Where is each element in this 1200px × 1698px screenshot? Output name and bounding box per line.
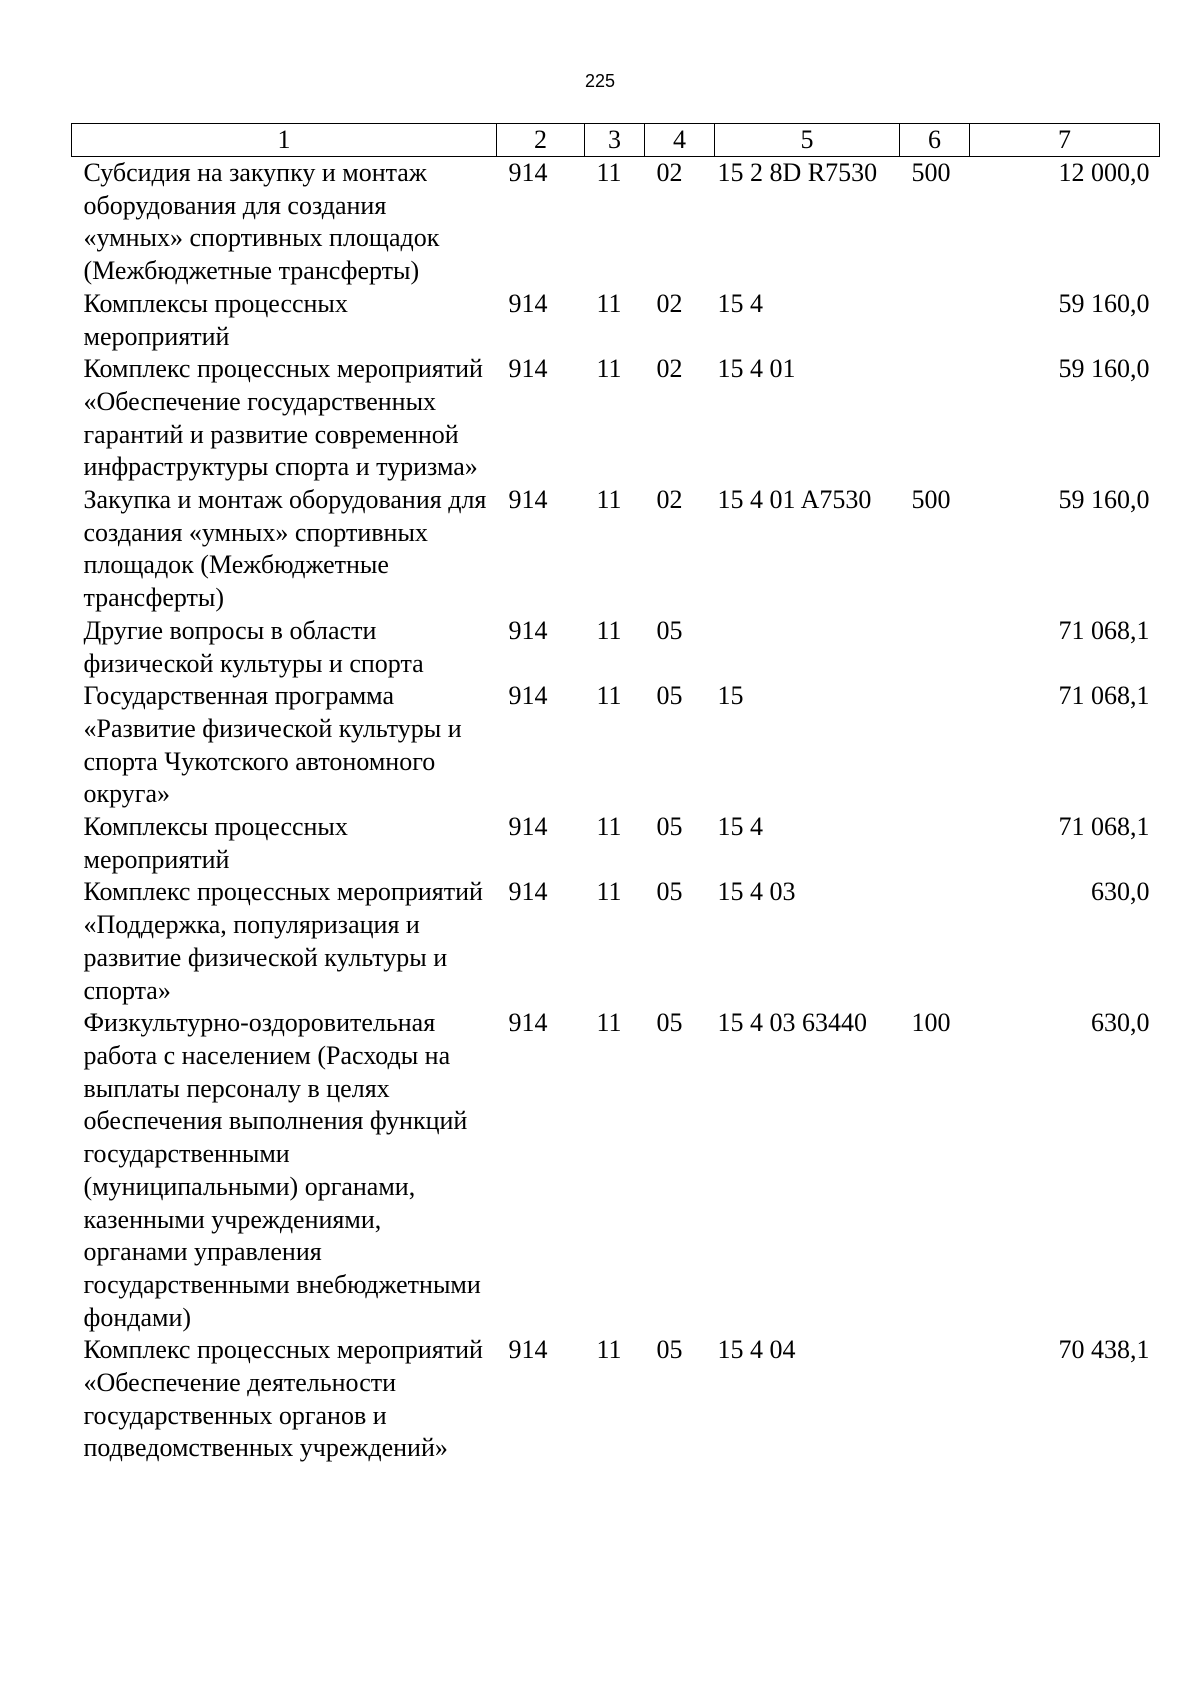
row-name: Закупка и монтаж оборудования для создания «умных» спортивных площадок (Межбюджетные трансферты) [83,485,487,613]
table-row [72,353,1160,484]
admin-code: 914 [508,354,548,384]
column-header: 6 [900,124,970,157]
section-code: 11 [596,1008,622,1038]
section-code: 11 [596,158,622,187]
target-article-code [715,615,900,680]
row-name: Комплексы процессных мероприятий [83,288,348,351]
subsection-code: 02 [656,158,683,187]
row-name: Государственная программа «Развитие физической культуры и спорта Чукотского автономного округа» [83,681,462,809]
expense-type-code: 500 [911,485,951,515]
subsection-code: 02 [656,354,683,384]
row-name: Комплекс процессных мероприятий «Поддержка, популяризация и развитие физической культуры и спорта» [83,877,483,1005]
admin-code: 914 [508,1335,548,1365]
section-code: 11 [596,288,622,318]
table-row [72,876,1160,1007]
row-name: Комплексы процессных мероприятий [83,812,348,874]
expense-type-code: 100 [911,1008,951,1038]
amount: 59 160,0 [1058,354,1150,384]
amount: 71 068,1 [1058,812,1150,842]
admin-code: 914 [508,812,548,842]
table-row [72,157,1160,288]
table-row [72,680,1160,811]
section-code: 11 [596,877,622,907]
section-code: 11 [596,615,622,645]
subsection-code: 05 [656,1008,683,1038]
subsection-code: 02 [656,485,683,515]
amount: 59 160,0 [1058,485,1150,515]
table-row [72,811,1160,876]
admin-code: 914 [508,681,548,711]
admin-code: 914 [508,158,548,187]
expense-type-code [900,353,970,484]
row-name: Субсидия на закупку и монтаж оборудования для создания «умных» спортивных площадок (Межбюджетные трансферты) [83,158,440,286]
amount: 71 068,1 [1058,681,1150,711]
section-code: 11 [596,812,622,842]
amount: 12 000,0 [1058,158,1150,187]
column-header: 1 [72,124,497,157]
expense-type-code [900,680,970,811]
row-name: Комплекс процессных мероприятий «Обеспечение государственных гарантий и развитие современной инфраструктуры спорта и туризма» [83,354,483,482]
expense-type-code [900,876,970,1007]
table-row [72,1334,1160,1465]
row-name: Комплекс процессных мероприятий «Обеспечение деятельности государственных органов и подведомственных учреждений» [83,1335,483,1463]
subsection-code: 05 [656,812,683,842]
subsection-code: 02 [656,288,683,318]
amount: 71 068,1 [1058,615,1150,645]
header-row [72,124,1160,157]
expense-type-code [900,811,970,876]
section-code: 11 [596,354,622,384]
amount: 70 438,1 [1058,1335,1150,1365]
amount: 630,0 [1091,1008,1150,1038]
admin-code: 914 [508,1008,548,1038]
admin-code: 914 [508,485,548,515]
column-header: 3 [585,124,645,157]
target-article-code: 15 2 8D R7530 [717,158,878,187]
column-header: 7 [970,124,1160,157]
section-code: 11 [596,681,622,711]
subsection-code: 05 [656,615,683,645]
table-row [72,615,1160,680]
subsection-code: 05 [656,877,683,907]
column-header: 4 [645,124,715,157]
row-name: Физкультурно-оздоровительная работа с населением (Расходы на выплаты персоналу в целях обеспечения выполнения функций государственными (муниципальными) органами, казенными учреждениями, органами управления государственными внебюджетными фондами) [83,1008,481,1332]
section-code: 11 [596,1335,622,1365]
subsection-code: 05 [656,681,683,711]
row-name: Другие вопросы в области физической культуры и спорта [83,615,424,678]
amount: 630,0 [1091,877,1150,907]
target-article-code: 15 4 04 [717,1335,796,1365]
admin-code: 914 [508,615,548,645]
column-header: 2 [497,124,585,157]
expense-type-code [900,615,970,680]
target-article-code: 15 4 01 A7530 [717,485,872,515]
target-article-code: 15 4 03 63440 [717,1008,867,1038]
expense-type-code [900,288,970,353]
target-article-code: 15 4 [717,812,763,842]
page-number: 225 [584,71,616,91]
admin-code: 914 [508,288,548,318]
amount: 59 160,0 [1058,288,1150,318]
admin-code: 914 [508,877,548,907]
target-article-code: 15 4 03 [717,877,796,907]
subsection-code: 05 [656,1335,683,1365]
expense-type-code: 500 [911,158,951,187]
table-row [72,1007,1160,1334]
target-article-code: 15 [717,681,744,711]
table-row [72,288,1160,353]
table-header [72,124,1160,157]
budget-table [71,123,1160,1465]
section-code: 11 [596,485,622,515]
target-article-code: 15 4 [717,288,763,318]
table-row [72,484,1160,615]
expense-type-code [900,1334,970,1465]
table-body [72,157,1160,1466]
target-article-code: 15 4 01 [717,354,796,384]
column-header: 5 [715,124,900,157]
